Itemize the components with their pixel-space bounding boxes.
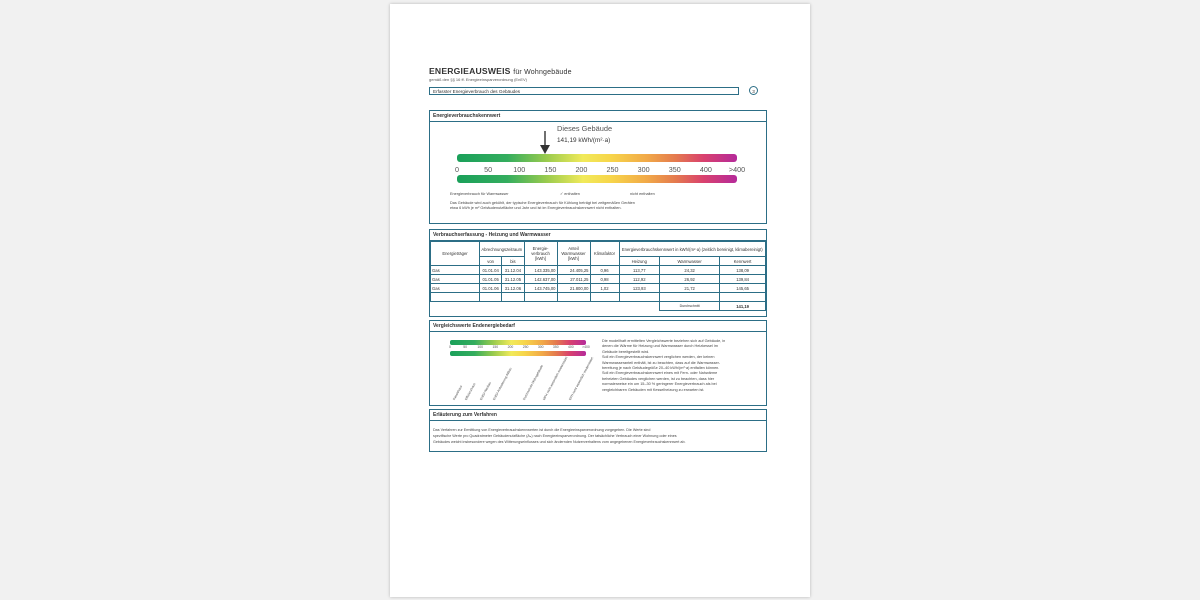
col-anteil: Anteil Warmwasser [kWh] <box>557 242 590 266</box>
page-number: 3 <box>749 86 758 95</box>
scale-bar-top <box>457 154 737 162</box>
cell-klima: 0,98 <box>590 275 619 284</box>
verbrauch-section <box>429 229 767 317</box>
check-icon: ✓ <box>560 192 564 196</box>
cell-von: 01.01.04 <box>480 266 502 275</box>
tick-label: 250 <box>522 345 529 349</box>
arrow-down-icon <box>539 131 551 155</box>
col-klima: Klimafaktor <box>590 242 619 266</box>
comparison-label: EnEV-Anforderung Altbau <box>492 366 513 401</box>
cell-kennwert: 138,09 <box>720 266 766 275</box>
document-title: ENERGIEAUSWEIS für Wohngebäude <box>429 66 572 76</box>
table-row-durchschnitt <box>431 302 766 311</box>
cell-bis: 31.12.06 <box>502 284 524 293</box>
tick-label: 0 <box>455 165 459 174</box>
cell-kennwert: 139,84 <box>720 275 766 284</box>
tick-label: 0 <box>449 345 451 349</box>
tick-label: 150 <box>544 165 557 174</box>
comparison-label: Passivhaus <box>452 384 464 401</box>
cell-bis: 31.12.04 <box>502 266 524 275</box>
scale-bar-bottom <box>457 175 737 183</box>
scale-tick-labels <box>455 165 746 175</box>
cell-heizung: 112,92 <box>619 275 660 284</box>
cell-von: 01.01.05 <box>480 275 502 284</box>
vergleich-line: normalerweise ein um 15–30 % geringerer Energieverbrauch als bei <box>602 382 717 387</box>
vergleich-line: denen die Wärme für Heizung und Warmwasser durch Heizkessel im <box>602 344 718 349</box>
col-kennwert: Kennwert <box>720 257 766 266</box>
comparison-label: MFH nicht wesentlich modernisiert <box>542 355 569 401</box>
cell-heizung: 123,93 <box>619 284 660 293</box>
tick-label: 50 <box>484 165 493 174</box>
tick-label: 200 <box>575 165 588 174</box>
col-von: von <box>480 257 502 266</box>
cell-klima: 0,96 <box>590 266 619 275</box>
tick-label: >400 <box>728 165 746 174</box>
vergleich-line: Gebäude bereitgestellt wird. <box>602 349 650 354</box>
enthalten-option <box>560 192 580 197</box>
building-label: Dieses Gebäude <box>557 124 613 133</box>
tick-label: >400 <box>582 345 590 349</box>
col-energietraeger: Energieträger <box>431 242 480 266</box>
table-row <box>431 266 766 275</box>
cell-warmwasser: 24,32 <box>660 266 720 275</box>
document-subtitle: gemäß den §§ 16 ff. Energieeinsparverordnung (EnEV) <box>429 77 527 82</box>
col-energieverbrauch: Energie-verbrauch [kWh] <box>524 242 557 266</box>
tick-label: 50 <box>463 345 467 349</box>
tick-label: 350 <box>552 345 559 349</box>
durchschnitt-label: Durchschnitt <box>660 302 720 311</box>
vergleich-line: vergleichbaren Gebäuden mit Kesselheizung zu erwarten ist. <box>602 387 705 392</box>
cell-bis: 31.12.05 <box>502 275 524 284</box>
building-value: 141,19 kWh/(m²·a) <box>557 137 611 144</box>
cell-traeger: Gas <box>431 275 480 284</box>
cell-verbrauch: 143.745,00 <box>524 284 557 293</box>
energieausweis-document <box>429 66 767 444</box>
verfahren-text <box>430 421 766 445</box>
section-label-row <box>429 87 767 97</box>
col-kennwert-group: Energieverbrauchskennwert in kWh/(m²·a) (zeitlich bereinigt, klimabereinigt) <box>619 242 765 257</box>
kennwert-section <box>429 110 767 224</box>
vergleich-line: Soll ein Energieverbrauchskennwert eines mit Fern- oder Nahwärme <box>602 371 718 376</box>
col-zeitraum: Abrechnungszeitraum <box>480 242 525 257</box>
kennwert-note-line2: etwa 6 kWh je m² Gebäudenutzfläche und Jahr und ist im Energieverbrauchskennwert nicht enthalten. <box>450 206 622 210</box>
cell-verbrauch: 142.637,00 <box>524 275 557 284</box>
tick-label: 300 <box>637 165 650 174</box>
col-bis: bis <box>502 257 524 266</box>
cell-warmwasser: 21,72 <box>660 284 720 293</box>
enthalten-label: enthalten <box>564 192 580 196</box>
warmwasser-label: Energieverbrauch für Warmwasser <box>450 192 509 196</box>
cell-heizung: 113,77 <box>619 266 660 275</box>
nicht-enthalten-label: nicht enthalten <box>630 192 655 196</box>
tick-label: 100 <box>477 345 484 349</box>
cell-anteil: 27.011,25 <box>557 275 590 284</box>
vergleich-text <box>602 339 766 393</box>
vergleich-heading: Vergleichswerte Endenergiebedarf <box>430 321 766 332</box>
verbrauch-table <box>430 241 766 311</box>
kennwert-note-line1: Das Gebäude wird auch gekühlt, der typische Energieverbrauch für Kühlung beträgt bei zeitgemäßen Geräten <box>450 201 635 205</box>
tick-label: 150 <box>492 345 499 349</box>
cell-traeger: Gas <box>431 284 480 293</box>
mini-scale-tick-labels <box>449 345 590 351</box>
vergleich-line: Die modellhaft ermittelten Vergleichswerte beziehen sich auf Gebäude, in <box>602 339 726 343</box>
document-title-rest: für Wohngebäude <box>513 69 572 76</box>
verfahren-line: spezifische Werte pro Quadratmeter Gebäudenutzfläche (Aₙ) nach Energieeinsparverordnung. Der tatsächliche Verbrauch einer Wohnung oder eines <box>433 434 677 438</box>
tick-label: 300 <box>537 345 544 349</box>
vergleich-line: beheizten Gebäudes verglichen werden, ist zu beachten, dass hier <box>602 376 715 381</box>
col-warmwasser: Warmwasser <box>660 257 720 266</box>
cell-warmwasser: 26,92 <box>660 275 720 284</box>
cell-klima: 1,02 <box>590 284 619 293</box>
table-row <box>431 284 766 293</box>
cell-traeger: Gas <box>431 266 480 275</box>
tick-label: 200 <box>507 345 514 349</box>
vergleich-line: bereitung je nach Gebäudegröße 20–40 kWh/(m²·a) entfallen können. <box>602 366 720 371</box>
comparison-label: Durchschnitt Wohngebäude <box>522 364 544 401</box>
tick-label: 400 <box>568 345 574 349</box>
col-heizung: Heizung <box>619 257 660 266</box>
vergleich-section <box>429 320 767 406</box>
section-label: Erfasster Energieverbrauch des Gebäudes <box>429 87 739 95</box>
comparison-label: EFH nicht wesentlich modernisiert <box>568 356 595 401</box>
tick-label: 100 <box>513 165 526 174</box>
comparison-label: EnEV-Neubau <box>479 381 493 401</box>
verfahren-section <box>429 409 767 452</box>
vergleich-line: Warmwasseranteil enthält, ist zu beachten, dass auf die Warmwasser- <box>602 360 721 365</box>
verfahren-heading: Erläuterung zum Verfahren <box>430 410 766 421</box>
cell-verbrauch: 143.335,00 <box>524 266 557 275</box>
vergleich-line: Soll ein Energieverbrauchskennwert verglichen werden, der keinen <box>602 355 715 360</box>
cell-kennwert: 145,65 <box>720 284 766 293</box>
kennwert-heading: Energieverbrauchskennwert <box>430 111 766 122</box>
table-row <box>431 275 766 284</box>
cell-anteil: 21.800,00 <box>557 284 590 293</box>
cell-anteil: 24.405,25 <box>557 266 590 275</box>
durchschnitt-value: 141,19 <box>720 302 766 311</box>
comparison-label: Effizienzhaus <box>464 382 477 401</box>
verfahren-line: Gebäudes weicht insbesondere wegen des Witterungseinflusses und sich ändernden Nutzerverhaltens vom angegebenen Energieverbrauchskennwert ab. <box>433 440 686 444</box>
tick-label: 400 <box>699 165 712 174</box>
table-row-empty <box>431 293 766 302</box>
cell-von: 01.01.06 <box>480 284 502 293</box>
tick-label: 250 <box>606 165 619 174</box>
verbrauch-heading: Verbrauchserfassung - Heizung und Warmwasser <box>430 230 766 241</box>
verfahren-line: Das Verfahren zur Ermittlung von Energieverbrauchskennwerten ist durch die Energieeinsparverordnung vorgegeben. Die Werte sind <box>433 428 651 432</box>
tick-label: 350 <box>668 165 681 174</box>
